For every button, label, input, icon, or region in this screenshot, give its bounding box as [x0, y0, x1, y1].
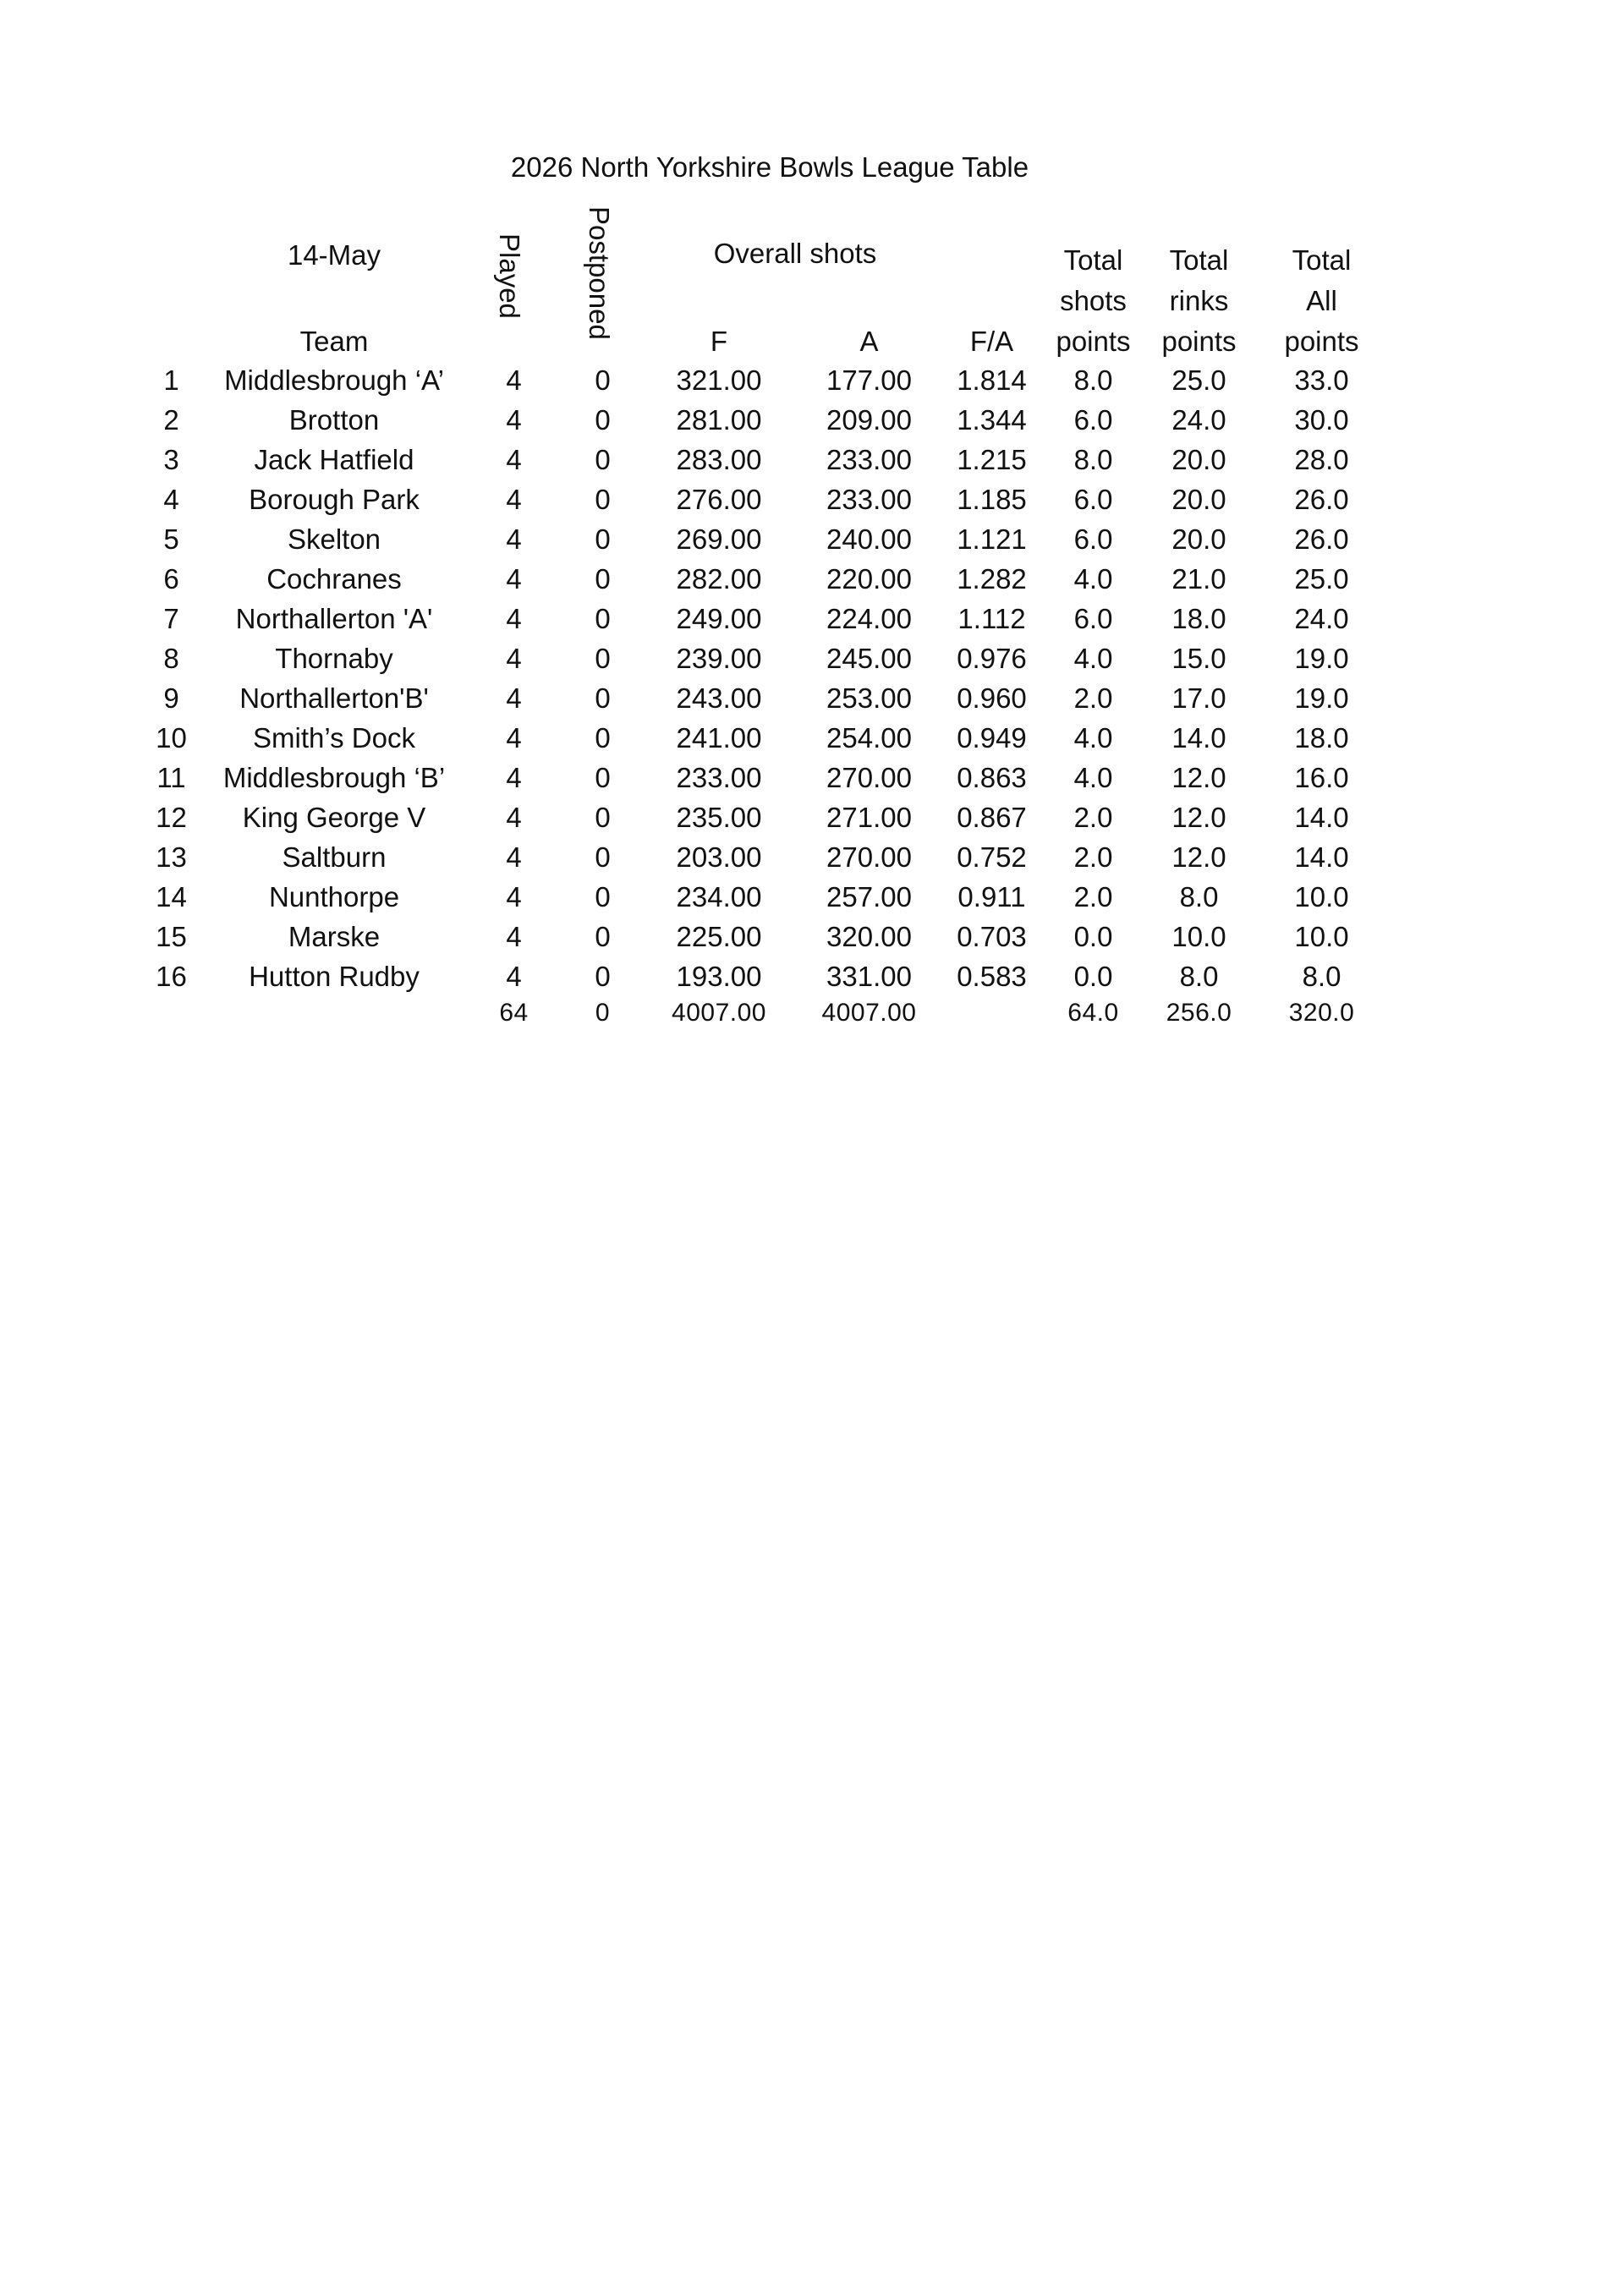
cell-rank: 7 — [163, 603, 179, 634]
table-row — [0, 799, 1438, 839]
cell-shots-points: 6.0 — [1073, 603, 1113, 634]
header-all-points-1: Total — [1292, 244, 1352, 276]
cell-shots-points: 0.0 — [1073, 961, 1113, 992]
cell-rank: 14 — [156, 881, 187, 912]
cell-postponed: 0 — [595, 802, 611, 833]
cell-f: 233.00 — [676, 762, 762, 793]
cell-f: 321.00 — [676, 364, 762, 396]
cell-rank: 4 — [163, 484, 179, 515]
cell-rinks-points: 20.0 — [1171, 444, 1226, 475]
cell-rinks-points: 8.0 — [1179, 881, 1219, 912]
cell-fa: 1.282 — [957, 563, 1027, 595]
cell-shots-points: 0.0 — [1073, 921, 1113, 952]
cell-played: 4 — [506, 523, 522, 555]
cell-fa: 1.185 — [957, 484, 1027, 515]
table-row — [0, 561, 1438, 600]
cell-a: 270.00 — [826, 762, 912, 793]
cell-postponed: 0 — [595, 921, 611, 952]
cell-all-points: 28.0 — [1294, 444, 1349, 475]
table-row — [0, 362, 1438, 402]
cell-all-points: 10.0 — [1294, 881, 1349, 912]
cell-postponed: 0 — [595, 364, 611, 396]
total-all-points: 320.0 — [1288, 999, 1355, 1027]
cell-fa: 0.960 — [957, 682, 1027, 714]
header-rinks-points-2: rinks — [1169, 285, 1229, 316]
table-row — [0, 879, 1438, 918]
cell-rank: 6 — [163, 563, 179, 595]
cell-rank: 1 — [163, 364, 179, 396]
total-rinks-points: 256.0 — [1166, 999, 1232, 1027]
cell-postponed: 0 — [595, 523, 611, 555]
header-fa: F/A — [969, 326, 1014, 357]
cell-played: 4 — [506, 722, 522, 753]
total-f: 4007.00 — [672, 999, 766, 1027]
cell-shots-points: 4.0 — [1073, 722, 1113, 753]
cell-team: Borough Park — [249, 484, 420, 515]
cell-postponed: 0 — [595, 841, 611, 873]
cell-team: Skelton — [287, 523, 381, 555]
cell-all-points: 18.0 — [1294, 722, 1349, 753]
table-row — [0, 402, 1438, 441]
cell-f: 282.00 — [676, 563, 762, 595]
cell-played: 4 — [506, 603, 522, 634]
cell-f: 241.00 — [676, 722, 762, 753]
cell-team: Thornaby — [275, 643, 393, 674]
header-a: A — [859, 326, 879, 357]
cell-a: 271.00 — [826, 802, 912, 833]
table-row — [0, 481, 1438, 521]
cell-rank: 9 — [163, 682, 179, 714]
cell-played: 4 — [506, 682, 522, 714]
header-date: 14-May — [287, 239, 381, 271]
cell-postponed: 0 — [595, 404, 611, 436]
cell-a: 257.00 — [826, 881, 912, 912]
cell-played: 4 — [506, 404, 522, 436]
cell-rinks-points: 24.0 — [1171, 404, 1226, 436]
cell-all-points: 19.0 — [1294, 643, 1349, 674]
cell-all-points: 14.0 — [1294, 802, 1349, 833]
cell-all-points: 8.0 — [1302, 961, 1341, 992]
cell-team: Northallerton 'A' — [235, 603, 433, 634]
cell-fa: 0.976 — [957, 643, 1027, 674]
cell-postponed: 0 — [595, 563, 611, 595]
cell-rank: 11 — [156, 762, 186, 793]
cell-a: 245.00 — [826, 643, 912, 674]
header-all-points-2: All — [1306, 285, 1337, 316]
cell-a: 331.00 — [826, 961, 912, 992]
cell-shots-points: 4.0 — [1073, 762, 1113, 793]
cell-team: Marske — [288, 921, 381, 952]
cell-played: 4 — [506, 563, 522, 595]
cell-rank: 5 — [163, 523, 179, 555]
cell-rinks-points: 15.0 — [1171, 643, 1226, 674]
cell-f: 269.00 — [676, 523, 762, 555]
cell-rinks-points: 25.0 — [1171, 364, 1226, 396]
cell-postponed: 0 — [595, 881, 611, 912]
cell-postponed: 0 — [595, 961, 611, 992]
cell-team: Smith’s Dock — [253, 722, 415, 753]
header-played: Played — [494, 233, 525, 319]
total-postponed: 0 — [595, 999, 611, 1027]
cell-shots-points: 6.0 — [1073, 404, 1113, 436]
cell-f: 281.00 — [676, 404, 762, 436]
cell-a: 240.00 — [826, 523, 912, 555]
cell-team: Cochranes — [266, 563, 402, 595]
cell-a: 270.00 — [826, 841, 912, 873]
cell-all-points: 16.0 — [1294, 762, 1349, 793]
cell-fa: 1.344 — [957, 404, 1027, 436]
cell-rinks-points: 20.0 — [1171, 523, 1226, 555]
cell-f: 193.00 — [676, 961, 762, 992]
table-row — [0, 640, 1438, 680]
cell-all-points: 19.0 — [1294, 682, 1349, 714]
header-shots-points-1: Total — [1063, 244, 1123, 276]
cell-team: Middlesbrough ‘B’ — [222, 762, 446, 793]
cell-a: 233.00 — [826, 484, 912, 515]
cell-shots-points: 2.0 — [1073, 802, 1113, 833]
cell-f: 225.00 — [676, 921, 762, 952]
cell-team: Saltburn — [282, 841, 387, 873]
cell-fa: 0.863 — [957, 762, 1027, 793]
cell-team: Brotton — [288, 404, 380, 436]
cell-postponed: 0 — [595, 762, 611, 793]
cell-fa: 0.583 — [957, 961, 1027, 992]
cell-shots-points: 4.0 — [1073, 643, 1113, 674]
cell-all-points: 33.0 — [1294, 364, 1349, 396]
cell-rinks-points: 12.0 — [1171, 762, 1226, 793]
cell-f: 235.00 — [676, 802, 762, 833]
cell-a: 220.00 — [826, 563, 912, 595]
cell-shots-points: 4.0 — [1073, 563, 1113, 595]
cell-played: 4 — [506, 921, 522, 952]
cell-f: 276.00 — [676, 484, 762, 515]
total-a: 4007.00 — [821, 999, 917, 1027]
table-row — [0, 759, 1438, 799]
cell-a: 177.00 — [826, 364, 912, 396]
cell-rinks-points: 12.0 — [1171, 841, 1226, 873]
cell-played: 4 — [506, 364, 522, 396]
cell-played: 4 — [506, 484, 522, 515]
header-postponed: Postponed — [584, 206, 615, 340]
cell-all-points: 24.0 — [1294, 603, 1349, 634]
cell-rinks-points: 17.0 — [1171, 682, 1226, 714]
cell-all-points: 26.0 — [1294, 484, 1349, 515]
cell-rinks-points: 18.0 — [1171, 603, 1226, 634]
cell-rank: 16 — [156, 961, 187, 992]
cell-rinks-points: 8.0 — [1179, 961, 1219, 992]
total-played: 64 — [499, 999, 529, 1027]
page-title: 2026 North Yorkshire Bowls League Table — [510, 151, 1029, 183]
table-row — [0, 720, 1438, 759]
cell-fa: 0.867 — [957, 802, 1027, 833]
header-f: F — [710, 326, 728, 357]
cell-all-points: 30.0 — [1294, 404, 1349, 436]
cell-postponed: 0 — [595, 682, 611, 714]
cell-all-points: 25.0 — [1294, 563, 1349, 595]
table-row — [0, 521, 1438, 561]
cell-rank: 3 — [163, 444, 179, 475]
cell-a: 224.00 — [826, 603, 912, 634]
cell-shots-points: 8.0 — [1073, 444, 1113, 475]
cell-postponed: 0 — [595, 722, 611, 753]
header-overall-shots: Overall shots — [713, 238, 877, 269]
cell-a: 320.00 — [826, 921, 912, 952]
total-shots-points: 64.0 — [1067, 999, 1119, 1027]
cell-postponed: 0 — [595, 643, 611, 674]
cell-shots-points: 2.0 — [1073, 682, 1113, 714]
table-row — [0, 918, 1438, 958]
table-row — [0, 958, 1438, 998]
cell-fa: 0.911 — [957, 881, 1026, 912]
cell-postponed: 0 — [595, 484, 611, 515]
cell-rank: 10 — [156, 722, 187, 753]
header-rinks-points-1: Total — [1169, 244, 1229, 276]
table-row — [0, 600, 1438, 640]
cell-f: 239.00 — [676, 643, 762, 674]
header-shots-points-3: points — [1056, 326, 1131, 357]
cell-shots-points: 6.0 — [1073, 523, 1113, 555]
cell-rinks-points: 12.0 — [1171, 802, 1226, 833]
cell-team: Middlesbrough ‘A’ — [224, 364, 444, 396]
cell-rinks-points: 14.0 — [1171, 722, 1226, 753]
cell-rank: 12 — [156, 802, 187, 833]
cell-fa: 0.752 — [957, 841, 1027, 873]
cell-fa: 0.703 — [957, 921, 1027, 952]
cell-rank: 8 — [163, 643, 179, 674]
cell-shots-points: 6.0 — [1073, 484, 1113, 515]
table-row — [0, 441, 1438, 481]
cell-postponed: 0 — [595, 444, 611, 475]
cell-played: 4 — [506, 444, 522, 475]
cell-a: 253.00 — [826, 682, 912, 714]
cell-rinks-points: 20.0 — [1171, 484, 1226, 515]
cell-shots-points: 8.0 — [1073, 364, 1113, 396]
cell-a: 233.00 — [826, 444, 912, 475]
cell-played: 4 — [506, 762, 522, 793]
cell-rinks-points: 21.0 — [1171, 563, 1226, 595]
cell-f: 249.00 — [676, 603, 762, 634]
cell-team: Jack Hatfield — [254, 444, 414, 475]
cell-rank: 15 — [156, 921, 187, 952]
cell-a: 209.00 — [826, 404, 912, 436]
cell-played: 4 — [506, 961, 522, 992]
totals-row — [0, 995, 1438, 1034]
cell-shots-points: 2.0 — [1073, 841, 1113, 873]
cell-fa: 1.215 — [957, 444, 1027, 475]
cell-f: 283.00 — [676, 444, 762, 475]
cell-rank: 13 — [156, 841, 187, 873]
cell-played: 4 — [506, 643, 522, 674]
table-row — [0, 680, 1438, 720]
header-rinks-points-3: points — [1161, 326, 1237, 357]
cell-all-points: 26.0 — [1294, 523, 1349, 555]
cell-team: King George V — [242, 802, 426, 833]
cell-postponed: 0 — [595, 603, 611, 634]
header-team: Team — [299, 326, 369, 357]
cell-f: 234.00 — [676, 881, 762, 912]
table-row — [0, 839, 1438, 879]
cell-rinks-points: 10.0 — [1171, 921, 1226, 952]
cell-team: Hutton Rudby — [249, 961, 420, 992]
header-all-points-3: points — [1284, 326, 1359, 357]
cell-rank: 2 — [163, 404, 179, 436]
cell-played: 4 — [506, 841, 522, 873]
cell-team: Nunthorpe — [268, 881, 400, 912]
cell-fa: 1.121 — [957, 523, 1027, 555]
cell-f: 243.00 — [676, 682, 762, 714]
cell-all-points: 10.0 — [1294, 921, 1349, 952]
cell-played: 4 — [506, 802, 522, 833]
cell-shots-points: 2.0 — [1073, 881, 1113, 912]
cell-f: 203.00 — [676, 841, 762, 873]
header-shots-points-2: shots — [1060, 285, 1127, 316]
cell-fa: 1.112 — [957, 603, 1026, 634]
cell-fa: 1.814 — [957, 364, 1027, 396]
cell-team: Northallerton'B' — [239, 682, 429, 714]
cell-fa: 0.949 — [957, 722, 1027, 753]
cell-played: 4 — [506, 881, 522, 912]
cell-all-points: 14.0 — [1294, 841, 1349, 873]
cell-a: 254.00 — [826, 722, 912, 753]
